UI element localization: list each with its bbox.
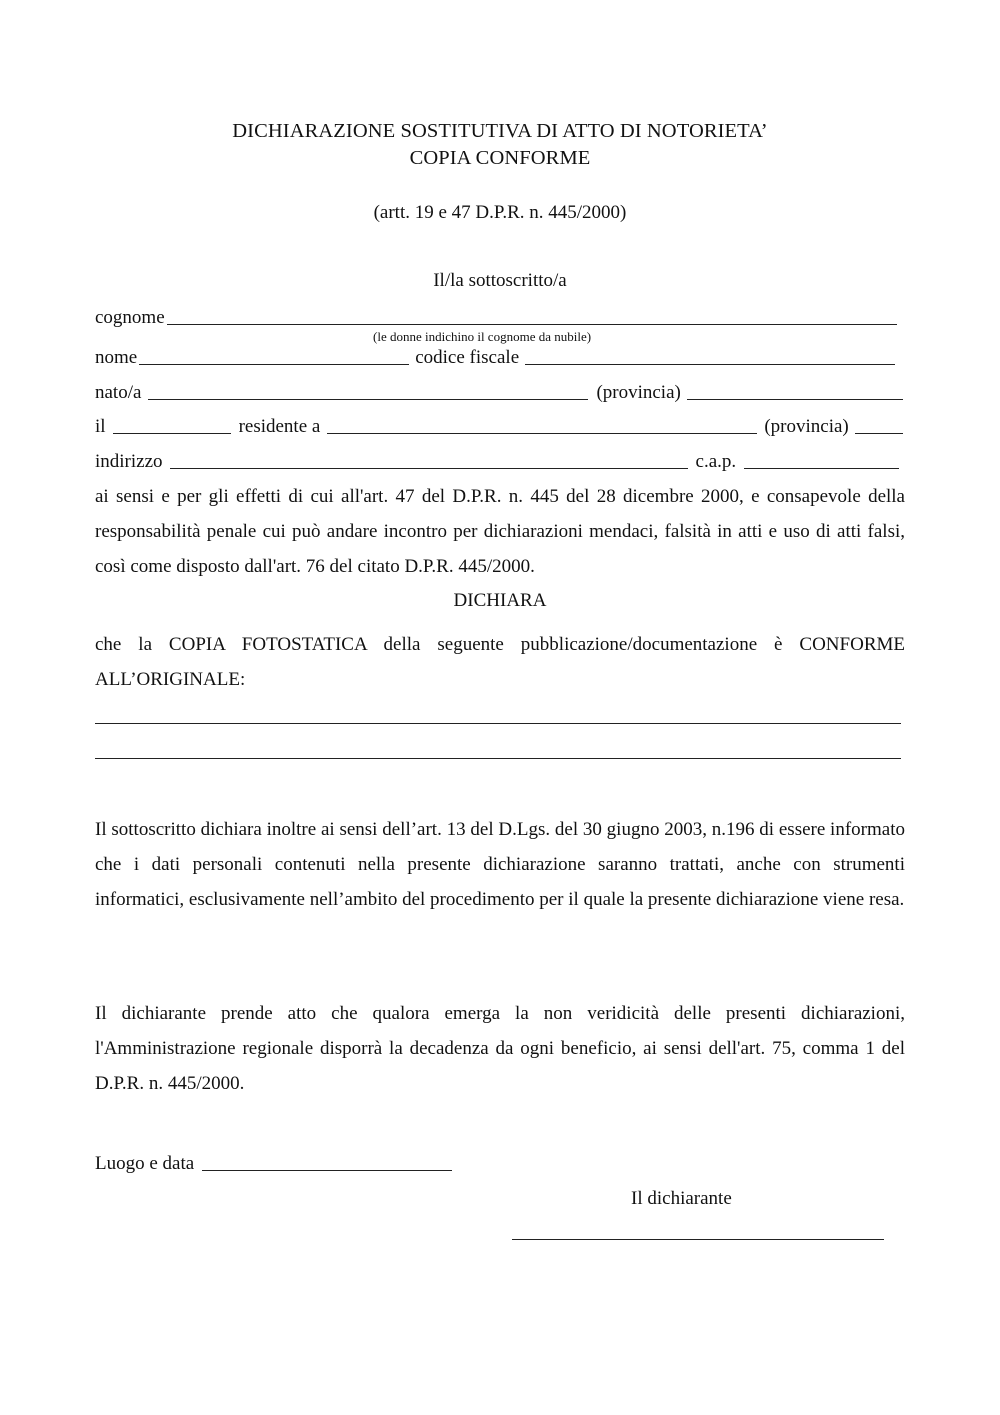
document-subtitle: (artt. 19 e 47 D.P.R. n. 445/2000): [373, 202, 627, 223]
provincia-residenza-field[interactable]: [855, 432, 903, 434]
indirizzo-field[interactable]: [170, 467, 688, 469]
luogo-nascita-field[interactable]: [148, 398, 588, 400]
nato-label: nato/a: [95, 382, 142, 403]
signer-label: Il dichiarante: [631, 1188, 732, 1209]
nome-row: [95, 347, 905, 369]
document-description-line-2[interactable]: [95, 758, 901, 759]
veridicity-paragraph: Il dichiarante prende atto che qualora emerga la non veridicità delle presenti dichiarazioni, l'Amministrazione regionale disporrà la decadenza da ogni beneficio, ai sensi dell'art. 75, comma 1 del D.P.R. n. 445/2000.: [95, 1003, 905, 1094]
luogo-data-row: [95, 1153, 454, 1175]
indirizzo-label: indirizzo: [95, 451, 163, 472]
il-label: il: [95, 416, 106, 437]
residenza-field[interactable]: [327, 432, 757, 434]
provincia-nascita-label: (provincia): [596, 382, 681, 403]
cognome-note: (le donne indichino il cognome da nubile): [373, 329, 592, 344]
dichiara-heading: DICHIARA: [453, 590, 547, 611]
document-title-line1: DICHIARAZIONE SOSTITUTIVA DI ATTO DI NOTORIETA’: [232, 120, 768, 142]
indirizzo-row: [95, 451, 905, 473]
residente-label: residente a: [238, 416, 321, 437]
luogo-data-label: Luogo e data: [95, 1153, 195, 1174]
nome-label: nome: [95, 347, 138, 368]
document-description-line-1[interactable]: [95, 723, 901, 724]
codice-fiscale-label: codice fiscale: [415, 347, 520, 368]
provincia-residenza-label: (provincia): [764, 416, 849, 437]
luogo-data-field[interactable]: [202, 1169, 452, 1171]
nome-field[interactable]: [139, 363, 409, 365]
privacy-paragraph: Il sottoscritto dichiara inoltre ai sensi dell’art. 13 del D.Lgs. del 30 giugno 2003, n.196 di essere informato che i dati personali contenuti nella presente dichiarazione saranno trattati, anche con strumenti informatici, esclusivamente nell’ambito del procedimento per il quale la presente dichiarazione viene resa.: [95, 819, 905, 910]
declaration-paragraph: ai sensi e per gli effetti di cui all'art. 47 del D.P.R. n. 445 del 28 dicembre 2000, e consapevole della responsabilità penale cui può andare incontro per dichiarazioni mendaci, falsità in atti e uso di atti falsi, così come disposto dall'art. 76 del citato D.P.R. 445/2000.: [95, 486, 905, 577]
codice-fiscale-field[interactable]: [525, 363, 895, 365]
copy-conformity-paragraph: che la COPIA FOTOSTATICA della seguente pubblicazione/documentazione è CONFORME ALL’ORIGINALE:: [95, 634, 905, 690]
nato-row: [95, 382, 905, 404]
cognome-label: cognome: [95, 307, 165, 328]
provincia-nascita-field[interactable]: [687, 398, 903, 400]
cap-field[interactable]: [744, 467, 899, 469]
intro-text: Il/la sottoscritto/a: [433, 270, 567, 291]
document-title-line2: COPIA CONFORME: [409, 147, 591, 169]
data-nascita-field[interactable]: [113, 432, 231, 434]
cap-label: c.a.p.: [695, 451, 737, 472]
signature-line[interactable]: [512, 1239, 884, 1240]
residenza-row: [95, 416, 905, 438]
cognome-row: [95, 307, 905, 329]
cognome-field[interactable]: [167, 323, 897, 325]
